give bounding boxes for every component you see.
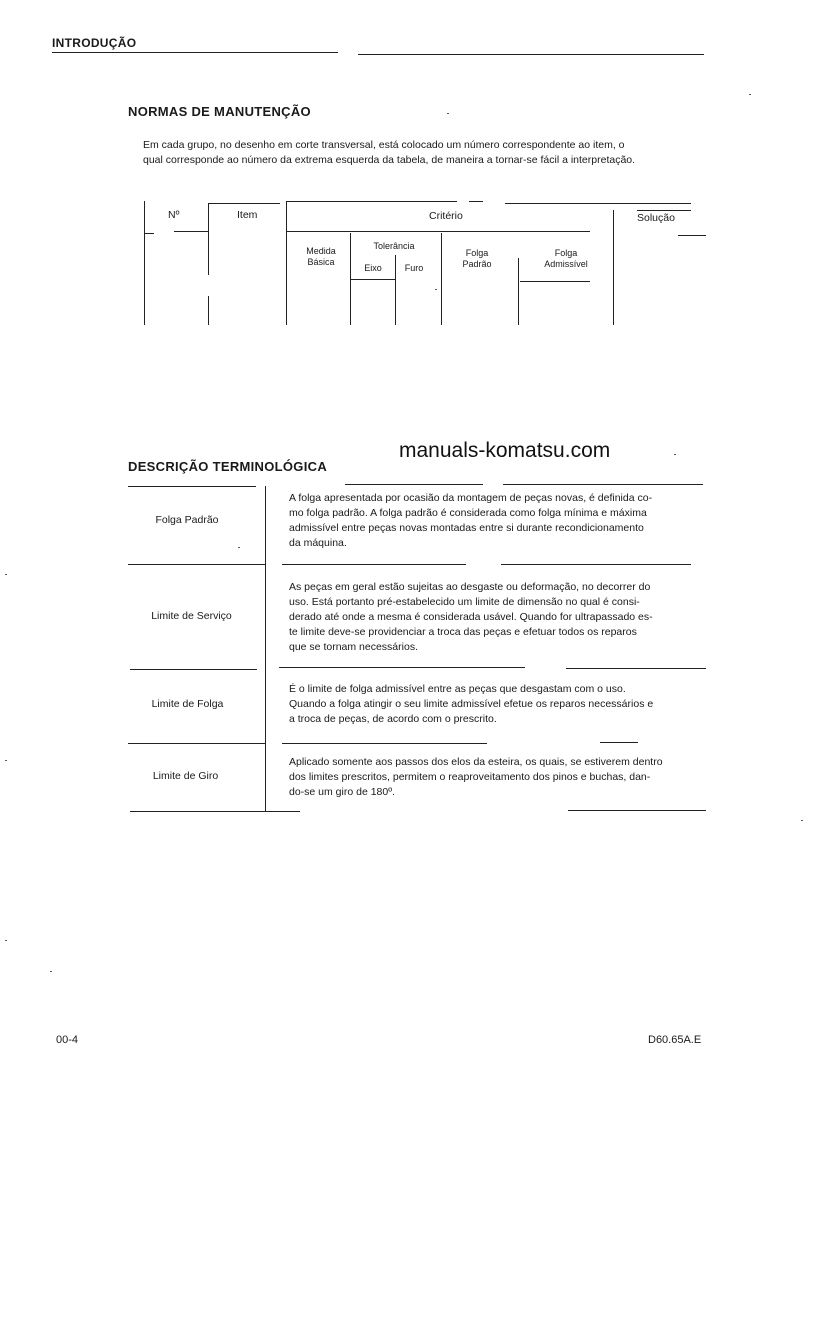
table-col-line	[208, 296, 209, 325]
desc-limite-giro	[289, 755, 706, 800]
term-rule	[128, 486, 256, 487]
desc-folga-padrao	[289, 491, 706, 551]
desc-line: te limite deve-se providenciar a troca das peças e efetuar todos os reparos	[289, 626, 637, 638]
sub-folga-padrao-line2: Padrão	[462, 259, 492, 269]
col-item-label: Item	[237, 209, 258, 221]
sub-medida-line2: Básica	[307, 257, 335, 267]
table-rule	[144, 233, 154, 234]
scan-speck	[238, 547, 240, 548]
norms-intro-line-2: qual corresponde ao número da extrema esquerda da tabela, de maneira a tornar-se fácil a interpretação.	[143, 154, 636, 166]
sub-folga-padrao	[452, 248, 502, 270]
scan-speck	[5, 760, 7, 761]
table-rule	[174, 231, 208, 232]
terminology-heading: DESCRIÇÃO TERMINOLÓGICA	[128, 459, 328, 474]
table-rule	[469, 201, 483, 202]
table-col-line	[286, 201, 287, 325]
header-rule-right	[358, 54, 704, 55]
table-col-line	[350, 233, 351, 325]
section-header: INTRODUÇÃO	[52, 36, 137, 50]
scan-speck	[801, 820, 803, 821]
scan-speck	[749, 94, 751, 95]
table-col-line	[208, 203, 209, 275]
table-col-line	[144, 201, 145, 325]
table-col-line	[613, 210, 614, 325]
term-rule	[503, 484, 703, 485]
term-rule	[128, 564, 265, 565]
term-limite-folga: Limite de Folga	[151, 698, 224, 710]
sub-medida-basica	[296, 246, 346, 268]
term-folga-padrao: Folga Padrão	[155, 514, 219, 526]
table-rule	[351, 279, 395, 280]
sub-medida-line1: Medida	[306, 246, 336, 256]
scan-speck	[674, 454, 676, 455]
scan-speck	[5, 574, 7, 575]
watermark-text: manuals-komatsu.com	[399, 439, 611, 462]
table-rule	[505, 203, 691, 204]
scan-speck	[50, 971, 52, 972]
col-solucao-label: Solução	[637, 212, 675, 224]
table-col-line	[395, 255, 396, 325]
term-rule	[600, 742, 638, 743]
sub-folga-admissivel	[536, 248, 596, 270]
term-rule	[130, 811, 300, 812]
term-rule	[566, 668, 706, 669]
term-rule	[282, 743, 487, 744]
desc-line: uso. Está portanto pré-estabelecido um limite de dimensão no qual é consi-	[289, 596, 640, 608]
table-col-line	[441, 233, 442, 325]
header-rule-left	[52, 52, 338, 53]
desc-line: É o limite de folga admissível entre as peças que desgastam com o uso.	[289, 683, 626, 695]
desc-line: Quando a folga atingir o seu limite admissível efetue os reparos necessários e	[289, 698, 654, 710]
sub-eixo: Eixo	[364, 263, 382, 273]
term-rule	[568, 810, 706, 811]
table-rule	[208, 203, 280, 204]
term-limite-giro: Limite de Giro	[152, 770, 219, 782]
desc-line: Aplicado somente aos passos dos elos da esteira, os quais, se estiverem dentro	[289, 756, 663, 768]
document-code: D60.65A.E	[648, 1034, 702, 1046]
desc-line: admissível entre peças novas montadas entre si durante recondicionamento	[289, 522, 644, 534]
term-divider	[265, 486, 266, 811]
desc-line: A folga apresentada por ocasião da montagem de peças novas, é definida co-	[289, 492, 653, 504]
table-rule	[287, 201, 457, 202]
table-rule	[678, 235, 706, 236]
desc-line: da máquina.	[289, 537, 347, 549]
sub-folga-padrao-line1: Folga	[465, 248, 489, 258]
desc-line: dos limites prescritos, permitem o reaproveitamento dos pinos e buchas, dan-	[289, 771, 651, 783]
term-limite-servico: Limite de Serviço	[151, 610, 232, 622]
sub-tolerancia: Tolerância	[373, 241, 415, 251]
table-rule	[520, 281, 590, 282]
table-col-line	[518, 258, 519, 325]
desc-line: do-se um giro de 180º.	[289, 786, 395, 798]
col-no-label: Nº	[168, 209, 180, 221]
norms-heading: NORMAS DE MANUTENÇÃO	[128, 104, 311, 119]
scan-speck	[5, 940, 7, 941]
norms-intro-line-1: Em cada grupo, no desenho em corte transversal, está colocado um número correspondente ao item, o	[143, 139, 625, 151]
term-rule	[130, 669, 257, 670]
term-rule	[279, 667, 525, 668]
desc-line: que se tornam necessários.	[289, 641, 418, 653]
desc-limite-folga	[289, 682, 706, 727]
desc-line: mo folga padrão. A folga padrão é considerada como folga mínima e máxima	[289, 507, 647, 519]
term-rule	[128, 743, 265, 744]
term-rule	[345, 484, 483, 485]
sub-folga-adm-line2: Admissível	[544, 259, 588, 269]
term-rule	[501, 564, 691, 565]
term-rule	[282, 564, 466, 565]
desc-line: derado até onde a mesma é considerada usável. Quando for ultrapassado es-	[289, 611, 653, 623]
scan-speck	[435, 289, 437, 290]
desc-line: a troca de peças, de acordo com o prescrito.	[289, 713, 497, 725]
table-rule	[287, 231, 590, 232]
desc-limite-servico	[289, 580, 706, 655]
col-criterio-label: Critério	[429, 210, 463, 222]
page-number: 00-4	[56, 1034, 79, 1046]
sub-folga-adm-line1: Folga	[554, 248, 578, 258]
sub-furo: Furo	[404, 263, 424, 273]
table-rule	[637, 210, 691, 211]
scan-speck	[447, 113, 449, 114]
desc-line: As peças em geral estão sujeitas ao desgaste ou deformação, no decorrer do	[289, 581, 651, 593]
